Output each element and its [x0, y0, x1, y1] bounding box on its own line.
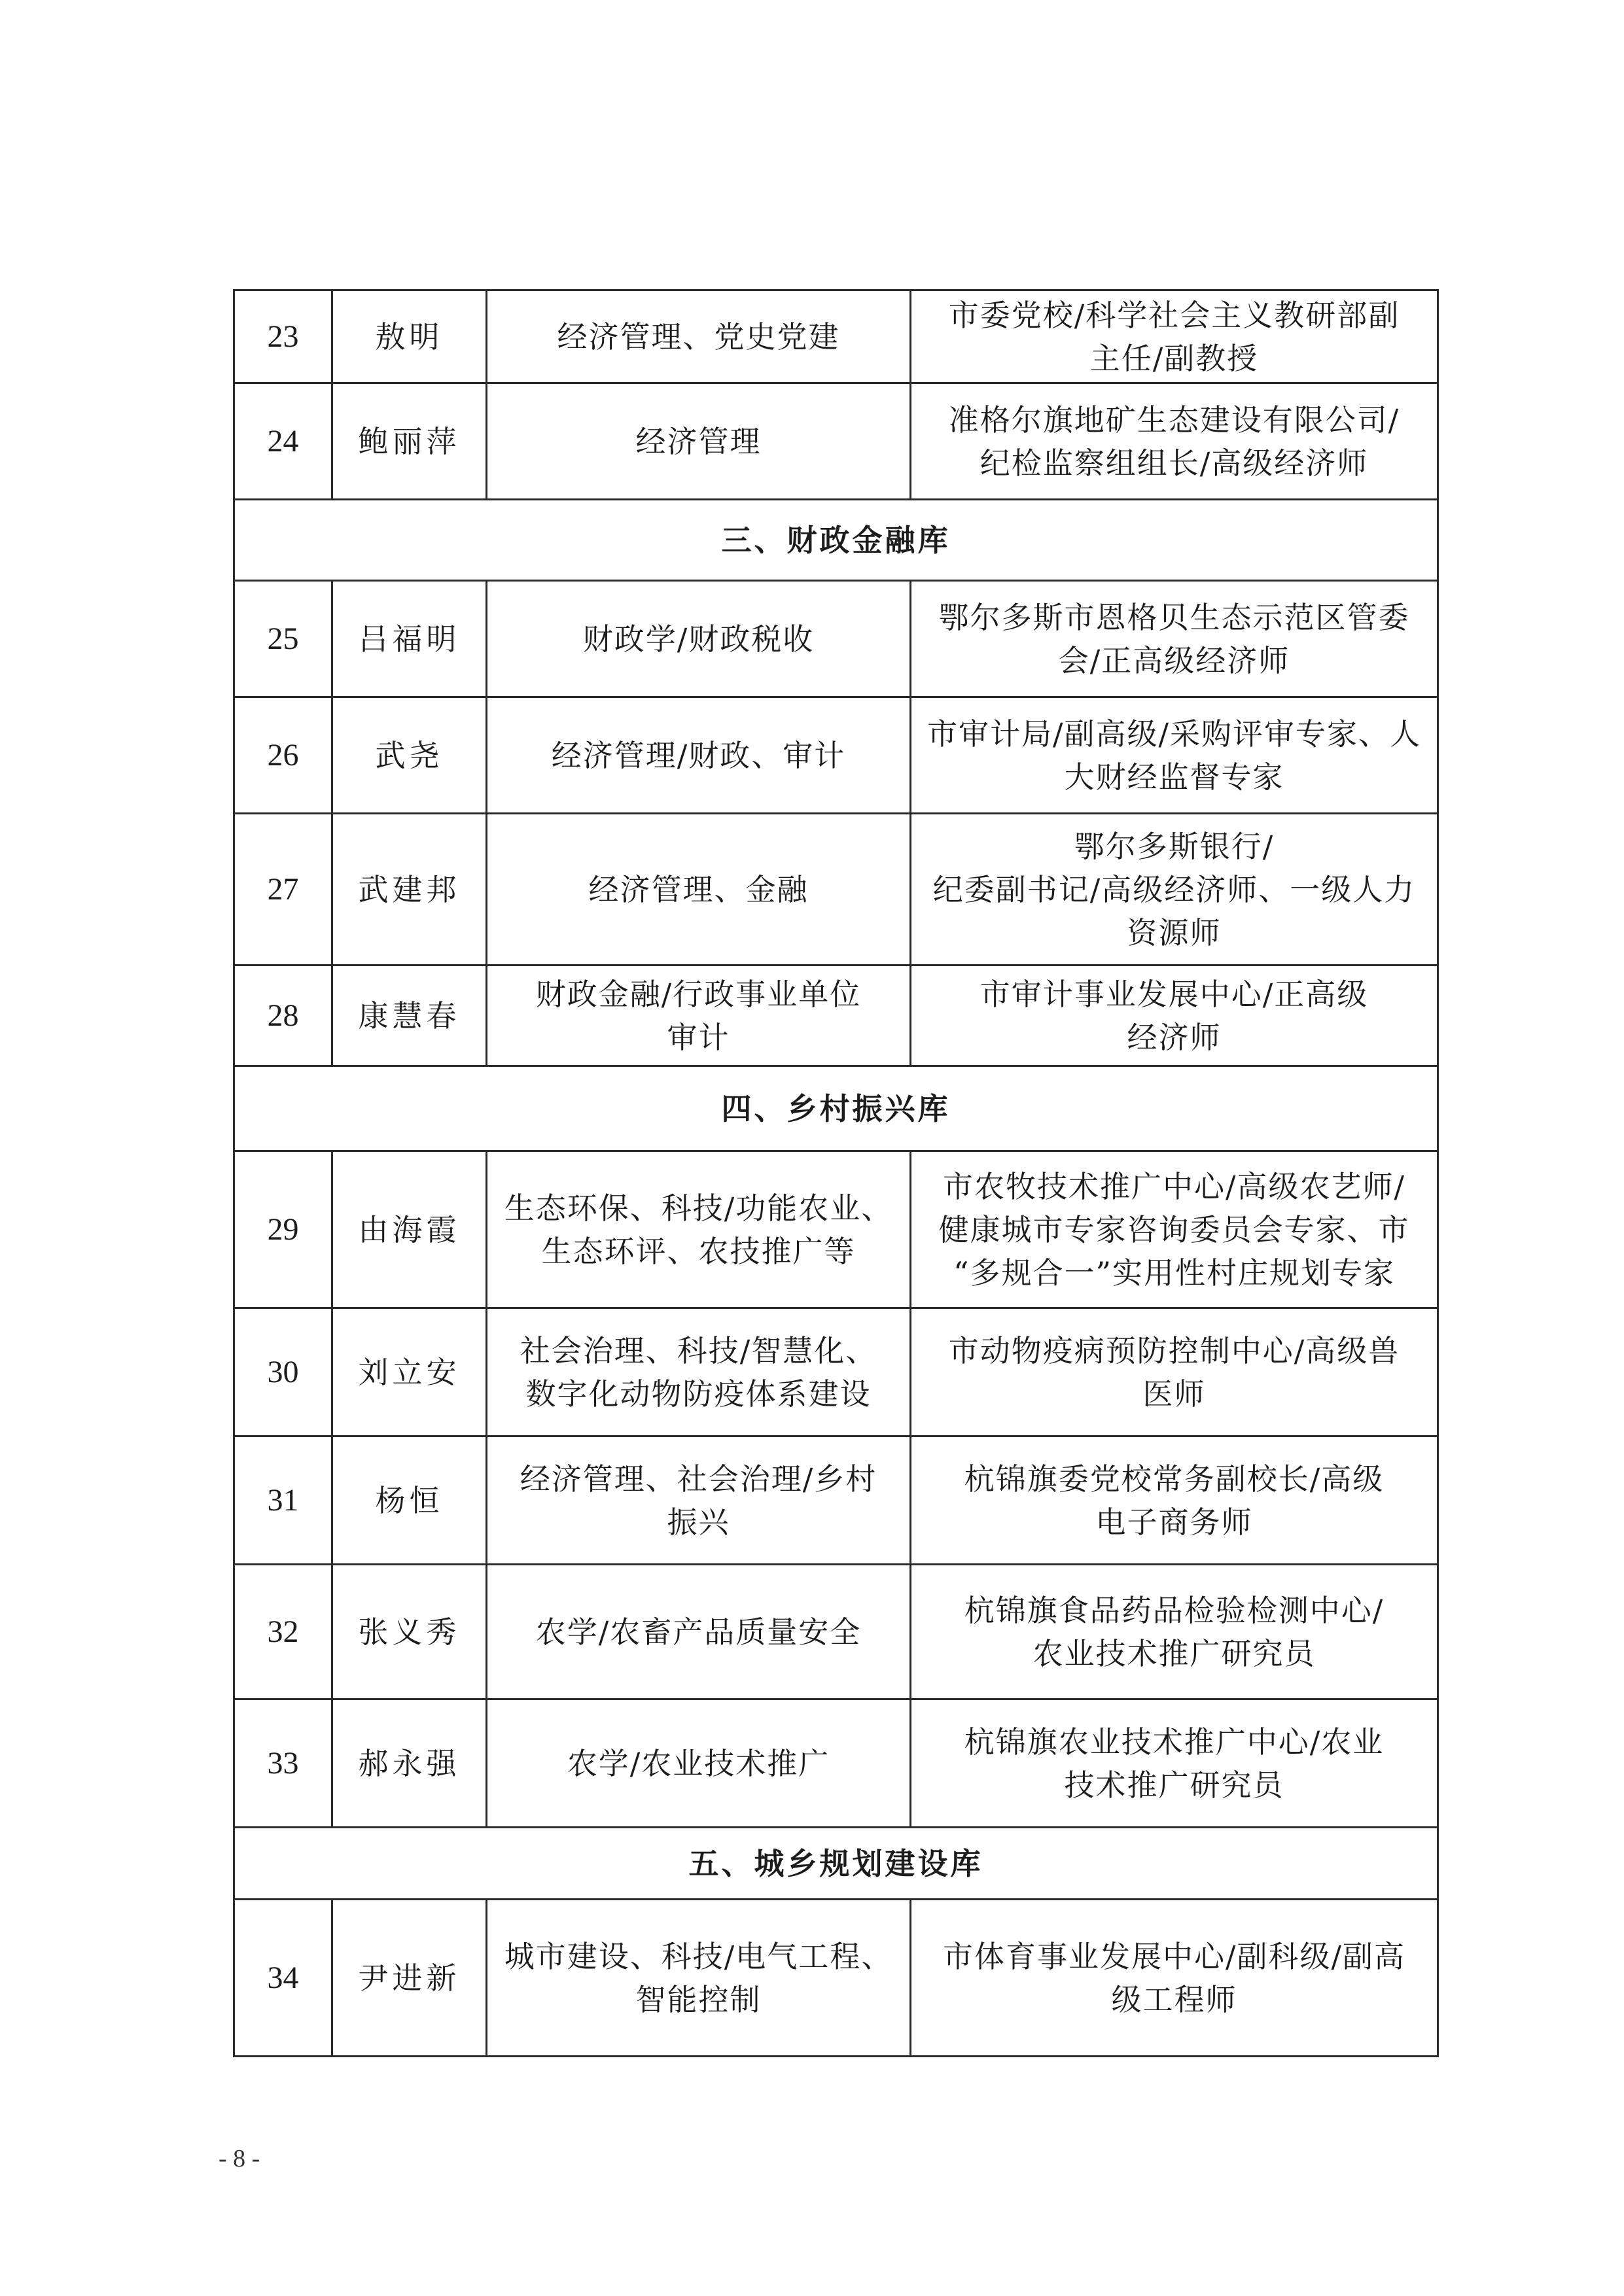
section-title: 五、城乡规划建设库: [234, 1828, 1438, 1900]
table-row: [234, 1151, 1438, 1308]
table-row: [234, 383, 1438, 500]
work-unit-title-line: 资源师: [1127, 914, 1222, 950]
expert-name: 刘立安: [332, 1308, 487, 1436]
expert-name: 尹进新: [332, 1900, 487, 2057]
section-title: 四、乡村振兴库: [234, 1066, 1438, 1151]
work-unit-title: [911, 1699, 1438, 1828]
expert-name: 康慧春: [332, 965, 487, 1066]
row-number: 33: [234, 1699, 332, 1828]
table-row: [234, 814, 1438, 965]
expert-name: 吕福明: [332, 581, 487, 697]
expertise-field-line: 农学/农畜产品质量安全: [535, 1614, 862, 1650]
section-title: 三、财政金融库: [234, 500, 1438, 581]
expertise-field: [487, 581, 911, 697]
work-unit-title-line: 准格尔旗地矿生态建设有限公司/: [948, 402, 1400, 438]
work-unit-title: [911, 1900, 1438, 2057]
work-unit-title-line: 市动物疫病预防控制中心/高级兽: [948, 1332, 1400, 1368]
work-unit-title-line: 电子商务师: [1095, 1504, 1253, 1540]
expertise-field-line: 经济管理: [635, 423, 762, 459]
expertise-field-line: 社会治理、科技/智慧化、: [520, 1332, 877, 1368]
work-unit-title: [911, 697, 1438, 814]
row-number: 26: [234, 697, 332, 814]
work-unit-title-line: “多规合一”实用性村庄规划专家: [953, 1255, 1396, 1291]
work-unit-title-line: 农业技术推广研究员: [1033, 1635, 1316, 1671]
work-unit-title-line: 经济师: [1127, 1019, 1222, 1055]
expertise-field-line: 经济管理、社会治理/乡村: [520, 1461, 877, 1497]
expertise-field-line: 财政金融/行政事业单位: [535, 976, 862, 1012]
expert-name: 鲍丽萍: [332, 383, 487, 500]
section-header-row: [234, 1828, 1438, 1900]
work-unit-title-line: 鄂尔多斯市恩格贝生态示范区管委: [938, 599, 1410, 635]
table-row: [234, 1308, 1438, 1436]
table-row: [234, 1565, 1438, 1699]
expertise-field: [487, 1900, 911, 2057]
work-unit-title: [911, 1436, 1438, 1565]
expertise-field-line: 审计: [667, 1019, 730, 1055]
table-row: [234, 1900, 1438, 2057]
work-unit-title-line: 鄂尔多斯银行/: [1074, 828, 1275, 864]
expertise-field: [487, 1151, 911, 1308]
table-row: [234, 1436, 1438, 1565]
expert-name: 杨恒: [332, 1436, 487, 1565]
expertise-field-line: 经济管理、党史党建: [557, 319, 840, 355]
work-unit-title-line: 市体育事业发展中心/副科级/副高: [943, 1938, 1405, 1974]
work-unit-title-line: 会/正高级经济师: [1058, 642, 1290, 678]
work-unit-title: [911, 581, 1438, 697]
section-header-row: [234, 500, 1438, 581]
work-unit-title-line: 纪检监察组组长/高级经济师: [980, 445, 1369, 481]
work-unit-title-line: 级工程师: [1111, 1981, 1237, 2017]
expert-table: [233, 289, 1439, 2057]
row-number: 27: [234, 814, 332, 965]
expertise-field: [487, 1436, 911, 1565]
work-unit-title-line: 市审计局/副高级/采购评审专家、人: [927, 716, 1421, 752]
expert-table-body: [234, 290, 1438, 2057]
work-unit-title-line: 杭锦旗委党校常务副校长/高级: [964, 1461, 1385, 1497]
table-row: [234, 290, 1438, 383]
expertise-field: [487, 1308, 911, 1436]
expertise-field-line: 农学/农业技术推广: [567, 1745, 830, 1781]
work-unit-title-line: 健康城市专家咨询委员会专家、市: [938, 1211, 1410, 1247]
work-unit-title-line: 市农牧技术推广中心/高级农艺师/: [943, 1168, 1405, 1204]
work-unit-title: [911, 290, 1438, 383]
expertise-field-line: 经济管理、金融: [588, 871, 809, 907]
expertise-field-line: 经济管理/财政、审计: [551, 737, 846, 773]
work-unit-title: [911, 1308, 1438, 1436]
expertise-field-line: 智能控制: [635, 1981, 762, 2017]
work-unit-title: [911, 965, 1438, 1066]
work-unit-title-line: 杭锦旗农业技术推广中心/农业: [964, 1724, 1385, 1760]
expertise-field-line: 振兴: [667, 1504, 730, 1540]
work-unit-title-line: 纪委副书记/高级经济师、一级人力: [932, 871, 1416, 907]
expertise-field-line: 财政学/财政税收: [582, 621, 815, 657]
expertise-field-line: 生态环评、农技推广等: [541, 1233, 856, 1269]
expertise-field: [487, 290, 911, 383]
work-unit-title-line: 医师: [1142, 1376, 1206, 1412]
expert-name: 敖明: [332, 290, 487, 383]
row-number: 23: [234, 290, 332, 383]
expertise-field: [487, 965, 911, 1066]
work-unit-title-line: 杭锦旗食品药品检验检测中心/: [964, 1592, 1385, 1628]
expert-name: 武建邦: [332, 814, 487, 965]
table-row: [234, 1699, 1438, 1828]
page-number: - 8 -: [219, 2145, 260, 2172]
expertise-field: [487, 1699, 911, 1828]
table-row: [234, 697, 1438, 814]
expert-name: 张义秀: [332, 1565, 487, 1699]
expert-name: 郝永强: [332, 1699, 487, 1828]
row-number: 34: [234, 1900, 332, 2057]
expert-name: 武尧: [332, 697, 487, 814]
row-number: 31: [234, 1436, 332, 1565]
row-number: 30: [234, 1308, 332, 1436]
expertise-field-line: 城市建设、科技/电气工程、: [504, 1938, 893, 1974]
expertise-field: [487, 383, 911, 500]
work-unit-title-line: 市委党校/科学社会主义教研部副: [948, 297, 1400, 333]
section-header-row: [234, 1066, 1438, 1151]
row-number: 32: [234, 1565, 332, 1699]
work-unit-title: [911, 1565, 1438, 1699]
expertise-field: [487, 1565, 911, 1699]
work-unit-title: [911, 383, 1438, 500]
table-row: [234, 581, 1438, 697]
expert-name: 由海霞: [332, 1151, 487, 1308]
work-unit-title: [911, 814, 1438, 965]
row-number: 29: [234, 1151, 332, 1308]
work-unit-title-line: 市审计事业发展中心/正高级: [980, 976, 1369, 1012]
table-row: [234, 965, 1438, 1066]
work-unit-title-line: 技术推广研究员: [1064, 1767, 1284, 1803]
row-number: 25: [234, 581, 332, 697]
expertise-field: [487, 697, 911, 814]
work-unit-title-line: 主任/副教授: [1089, 340, 1259, 376]
row-number: 24: [234, 383, 332, 500]
expertise-field: [487, 814, 911, 965]
expertise-field-line: 数字化动物防疫体系建设: [525, 1376, 872, 1412]
row-number: 28: [234, 965, 332, 1066]
expertise-field-line: 生态环保、科技/功能农业、: [504, 1190, 893, 1226]
work-unit-title-line: 大财经监督专家: [1064, 759, 1284, 795]
work-unit-title: [911, 1151, 1438, 1308]
